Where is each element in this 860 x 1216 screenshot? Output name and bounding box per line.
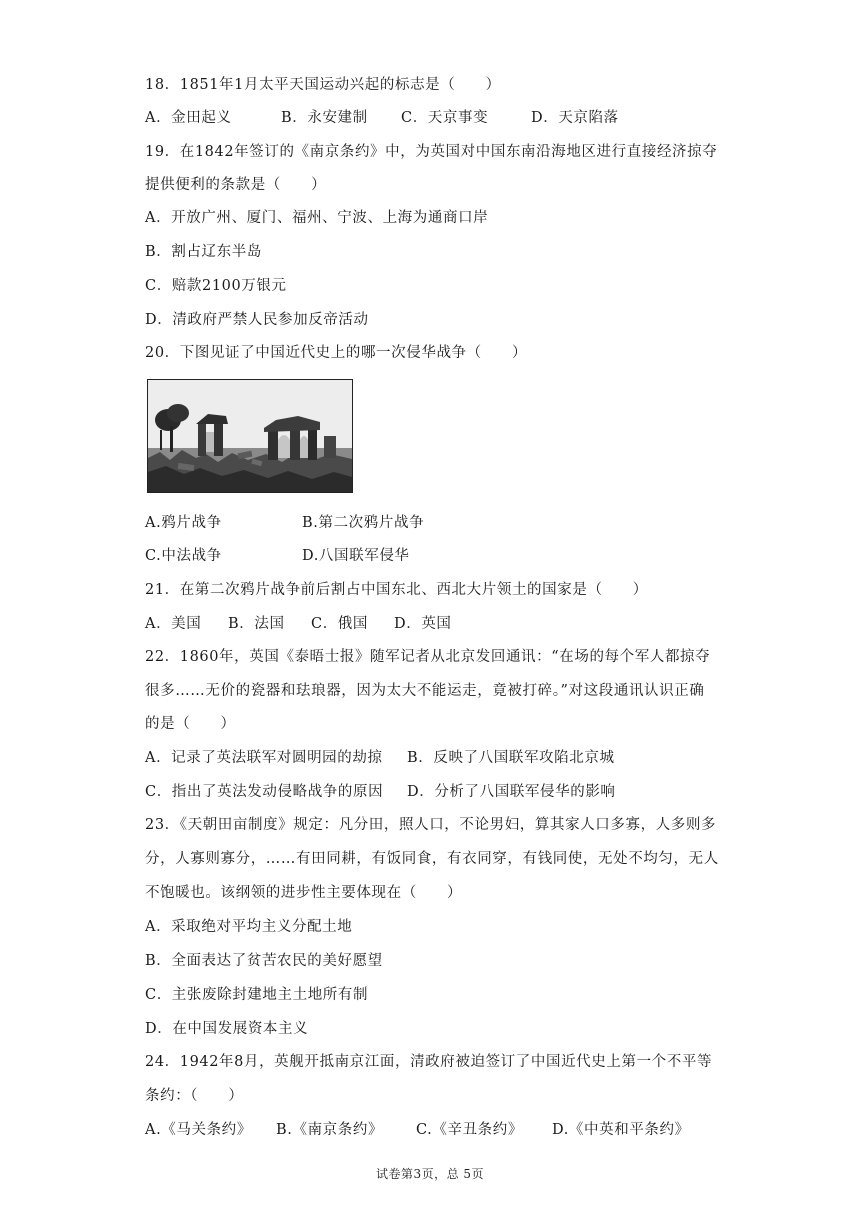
q23-option-c: C．主张废除封建地主土地所有制 [145, 987, 369, 1003]
q20-option-b: B.第二次鸦片战争 [302, 515, 425, 531]
question-23-stem-line-1: 23．《天朝田亩制度》规定：凡分田，照人口，不论男妇，算其家人口多寡，人多则多 [145, 817, 717, 833]
q19-option-b: B．割占辽东半岛 [145, 244, 262, 260]
question-22-stem-line-1: 22．1860年，英国《泰晤士报》随军记者从北京发回通讯：“在场的每个军人都掠夺 [145, 649, 711, 665]
q18-option-a: A．金田起义 [145, 110, 232, 126]
question-22-stem-line-3: 的是（ ） [145, 716, 236, 732]
question-20-stem: 20．下图见证了中国近代史上的哪一次侵华战争（ ） [145, 345, 528, 361]
q20-option-c: C.中法战争 [145, 548, 222, 564]
q21-option-d: D．英国 [394, 616, 452, 632]
question-23-stem-line-3: 不饱暖也。该纲领的进步性主要体现在（ ） [145, 885, 463, 901]
q22-option-b: B．反映了八国联军攻陷北京城 [407, 750, 615, 766]
q22-option-d: D．分析了八国联军侵华的影响 [407, 784, 616, 800]
q24-option-a: A.《马关条约》 [145, 1122, 252, 1138]
q18-option-b: B．永安建制 [281, 110, 368, 126]
question-22-stem-line-2: 很多……无价的瓷器和珐琅器，因为太大不能运走，竟被打碎。”对这段通讯认识正确 [145, 683, 705, 699]
question-21-stem: 21．在第二次鸦片战争前后割占中国东北、西北大片领土的国家是（ ） [145, 582, 648, 598]
q24-option-d: D.《中英和平条约》 [552, 1122, 690, 1138]
q22-option-a: A．记录了英法联军对圆明园的劫掠 [145, 750, 383, 766]
q19-option-c: C．赔款2100万银元 [145, 278, 287, 294]
q24-option-b: B.《南京条约》 [276, 1122, 384, 1138]
question-18-stem: 18．1851年1月太平天国运动兴起的标志是（ ） [145, 77, 501, 93]
question-19-stem-line-1: 19．在1842年签订的《南京条约》中，为英国对中国东南沿海地区进行直接经济掠夺 [145, 144, 718, 160]
q19-option-a: A．开放广州、厦门、福州、宁波、上海为通商口岸 [145, 210, 489, 226]
q23-option-b: B．全面表达了贫苦农民的美好愿望 [145, 953, 383, 969]
q21-option-a: A．美国 [145, 616, 202, 632]
page-footer: 试卷第3页，总 5页 [375, 1167, 485, 1181]
question-24-stem-line-2: 条约：（ ） [145, 1088, 244, 1104]
q18-option-d: D．天京陷落 [531, 110, 619, 126]
q18-option-c: C．天京事变 [401, 110, 489, 126]
q19-option-d: D．清政府严禁人民参加反帝活动 [145, 312, 369, 328]
q20-option-a: A.鸦片战争 [145, 515, 222, 531]
question-23-stem-line-2: 分，人寡则寡分，……有田同耕，有饭同食，有衣同穿，有钱同使，无处不均匀，无人 [145, 851, 719, 867]
q21-option-c: C．俄国 [311, 616, 368, 632]
ruins-photo-icon [147, 379, 353, 493]
q22-option-c: C．指出了英法发动侵略战争的原因 [145, 784, 384, 800]
question-19-stem-line-2: 提供便利的条款是（ ） [145, 177, 327, 193]
q24-option-c: C.《辛丑条约》 [416, 1122, 523, 1138]
q23-option-d: D．在中国发展资本主义 [145, 1021, 309, 1037]
q20-option-d: D.八国联军侵华 [302, 548, 410, 564]
q21-option-b: B．法国 [228, 616, 285, 632]
q23-option-a: A．采取绝对平均主义分配土地 [145, 919, 353, 935]
question-24-stem-line-1: 24．1942年8月，英舰开抵南京江面，清政府被迫签订了中国近代史上第一个不平等 [145, 1054, 713, 1070]
